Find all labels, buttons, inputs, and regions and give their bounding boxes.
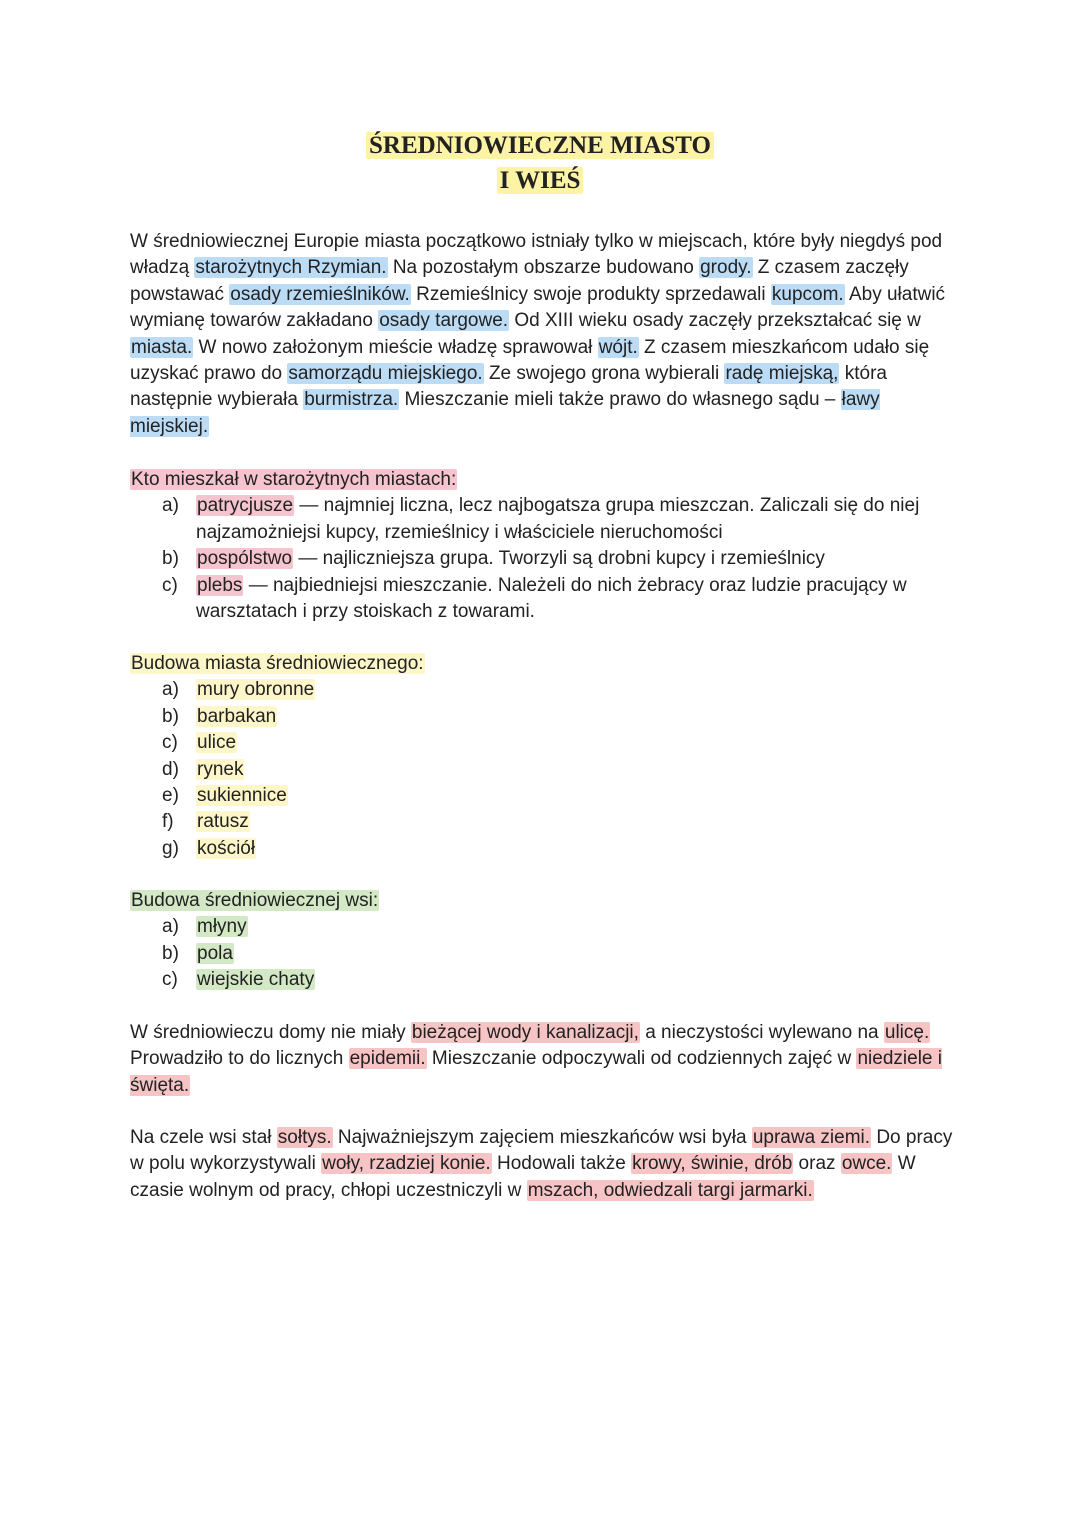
list-item-text: pola	[197, 942, 233, 964]
document-title	[0, 128, 1080, 198]
term-description: — najbiedniejsi mieszczanie. Należeli do nich żebracy oraz ludzie pracujący w warsztatach i przy stoiskach z towarami.	[196, 574, 907, 623]
list-item	[130, 836, 960, 862]
highlight: grody.	[700, 257, 752, 279]
list-marker: a)	[162, 495, 179, 517]
list-item	[130, 730, 960, 756]
village-structure-list	[130, 914, 960, 993]
title-line-2: I WIEŚ	[497, 167, 584, 194]
highlight: kupcom.	[771, 283, 844, 305]
text: Na czele wsi stał	[130, 1127, 277, 1148]
text: Na pozostałym obszarze budowano	[387, 257, 700, 279]
text: Z czasem mieszkańcom udało się uzyskać prawo do	[130, 336, 930, 385]
list-item	[130, 809, 960, 835]
highlight: krowy, świnie, drób	[632, 1153, 793, 1175]
highlight: niedziele i święta.	[130, 1048, 942, 1096]
text: która następnie wybierała	[130, 363, 887, 411]
residents-section	[130, 467, 960, 625]
list-marker: d)	[162, 758, 179, 780]
list-marker: b)	[162, 705, 179, 727]
village-structure-section	[130, 888, 960, 994]
list-marker: f)	[162, 811, 174, 833]
highlight: bieżącej wody i kanalizacji,	[411, 1022, 639, 1043]
list-marker: c)	[162, 969, 178, 991]
residents-heading: Kto mieszkał w starożytnych miastach:	[131, 469, 457, 490]
list-item	[130, 493, 960, 546]
highlight: radę miejską,	[725, 363, 839, 385]
list-item-text: rynek	[197, 758, 244, 780]
highlight: sołtys.	[277, 1127, 332, 1148]
text: a nieczystości wylewano na	[639, 1022, 884, 1043]
highlight: epidemii.	[349, 1048, 426, 1070]
list-item-text: wiejskie chaty	[197, 969, 315, 991]
list-item	[130, 546, 960, 572]
village-structure-heading: Budowa średniowiecznej wsi:	[131, 890, 379, 911]
highlight: ulicę.	[884, 1022, 930, 1043]
city-structure-section	[130, 651, 960, 862]
list-item	[130, 941, 960, 967]
list-marker: c)	[162, 574, 178, 596]
list-marker: b)	[162, 942, 179, 964]
list-marker: g)	[162, 837, 179, 859]
list-item	[130, 967, 960, 993]
list-item-text: młyny	[197, 916, 247, 938]
term: pospólstwo	[197, 548, 293, 570]
text: Z czasem zaczęły powstawać	[130, 257, 909, 305]
list-marker: e)	[162, 785, 179, 807]
text: W średniowieczu domy nie miały	[130, 1022, 411, 1043]
term: plebs	[197, 574, 243, 596]
list-item-text: mury obronne	[197, 679, 315, 701]
text: Mieszczanie mieli także prawo do własnego sądu –	[399, 389, 841, 411]
highlight: ławy miejskiej.	[130, 389, 880, 437]
list-item-text: barbakan	[197, 705, 277, 727]
list-item	[130, 757, 960, 783]
text: Mieszczanie odpoczywali od codziennych zajęć w	[426, 1048, 857, 1070]
list-marker: a)	[162, 916, 179, 938]
highlight: owce.	[841, 1153, 892, 1175]
list-item	[130, 704, 960, 730]
list-item	[130, 677, 960, 703]
text: Ze swojego grona wybierali	[483, 363, 725, 385]
text: Od XIII wieku osady zaczęły przekształcać się w	[509, 310, 921, 332]
list-item-text: kościół	[197, 837, 256, 859]
title-line-1: ŚREDNIOWIECZNE MIASTO	[366, 132, 714, 159]
list-marker: c)	[162, 732, 178, 754]
text: Prowadziło to do licznych	[130, 1048, 349, 1070]
list-item-text: ratusz	[197, 811, 249, 833]
text: Hodowali także	[491, 1153, 632, 1175]
list-marker: b)	[162, 548, 179, 570]
city-life-paragraph	[130, 1020, 960, 1099]
list-item	[130, 573, 960, 626]
list-marker: a)	[162, 679, 179, 701]
text: Rzemieślnicy swoje produkty sprzedawali	[410, 283, 771, 305]
highlight: uprawa ziemi.	[752, 1127, 871, 1148]
highlight: starożytnych Rzymian.	[195, 257, 387, 279]
text: W czasie wolnym od pracy, chłopi uczestniczyli w	[130, 1153, 916, 1201]
intro-paragraph	[130, 229, 960, 440]
list-item	[130, 914, 960, 940]
text: Aby ułatwić wymianę towarów zakładano	[130, 283, 946, 332]
text: W średniowiecznej Europie miasta początkowo istniały tylko w miejscach, które były niegdyś pod władzą	[130, 231, 943, 279]
highlight: woły, rzadziej konie.	[322, 1153, 491, 1175]
list-item	[130, 783, 960, 809]
residents-list	[130, 493, 960, 625]
text: oraz	[793, 1153, 841, 1175]
highlight: mszach, odwiedzali targi jarmarki.	[527, 1179, 813, 1201]
term-description: — najliczniejsza grupa. Tworzyli są drobni kupcy i rzemieślnicy	[293, 548, 825, 570]
term: patrycjusze	[197, 495, 294, 517]
text: Do pracy w polu wykorzystywali	[130, 1127, 953, 1175]
highlight: wójt.	[598, 336, 638, 358]
list-item-text: ulice	[197, 732, 237, 754]
highlight: burmistrza.	[304, 389, 399, 411]
highlight: osady targowe.	[379, 310, 509, 332]
city-structure-list	[130, 677, 960, 862]
highlight: samorządu miejskiego.	[288, 363, 483, 385]
village-life-paragraph	[130, 1125, 960, 1204]
term-description: — najmniej liczna, lecz najbogatsza grupa mieszczan. Zaliczali się do niej najzamożniejsi kupcy, rzemieślnicy i właściciele nieruchomości	[196, 495, 920, 543]
text: W nowo założonym mieście władzę sprawował	[193, 336, 598, 358]
list-item-text: sukiennice	[197, 785, 287, 807]
highlight: osady rzemieślników.	[230, 283, 410, 305]
highlight: miasta.	[131, 336, 193, 358]
text: Najważniejszym zajęciem mieszkańców wsi była	[332, 1127, 752, 1148]
city-structure-heading: Budowa miasta średniowiecznego:	[131, 653, 424, 674]
